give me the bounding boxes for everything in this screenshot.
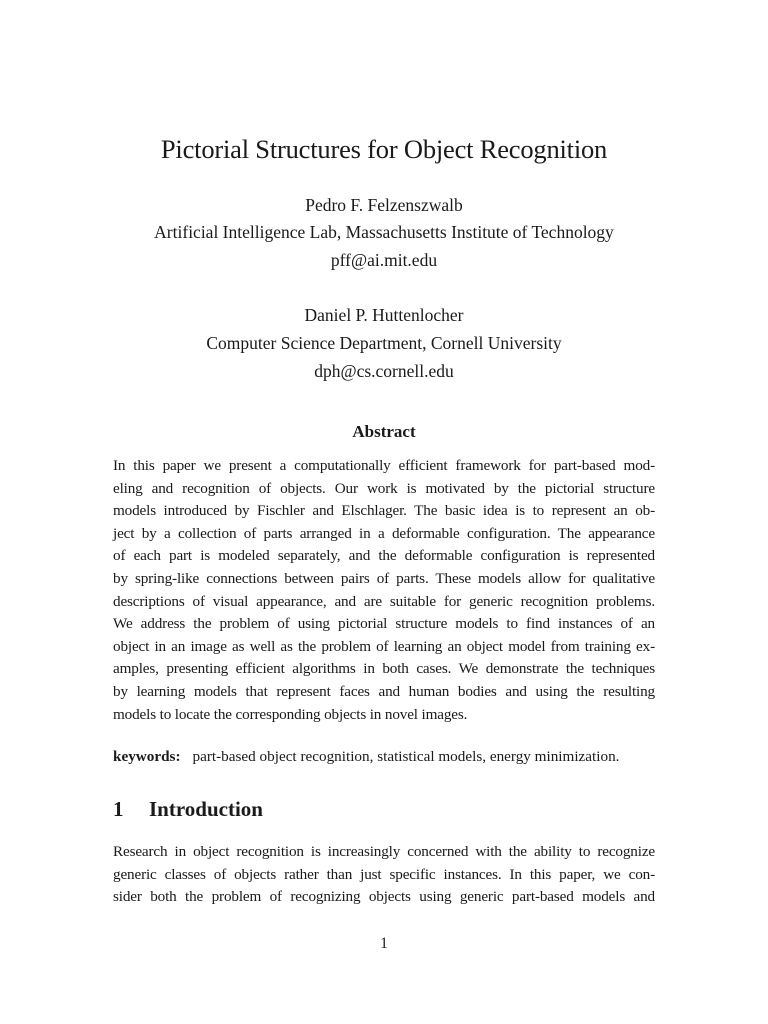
abstract-line: by learning models that represent faces and human bodies and using the resulting	[113, 682, 655, 700]
abstract-line: amples, presenting efficient algorithms in both cases. We demonstrate the techniques	[113, 660, 655, 678]
section-heading	[113, 797, 263, 822]
author-1-email: pff@ai.mit.edu	[330, 250, 438, 270]
abstract-line: by spring-like connections between pairs of parts. These models allow for qualitative	[113, 569, 655, 587]
introduction-line: Research in object recognition is increasingly concerned with the ability to recognize	[113, 843, 655, 860]
abstract-line: In this paper we present a computationally efficient framework for part-based mod-	[113, 457, 655, 474]
section-title: Introduction	[149, 797, 263, 821]
abstract-heading: Abstract	[352, 422, 416, 441]
introduction-line: sider both the problem of recognizing objects using generic part-based models and	[113, 888, 655, 906]
author-2-email: dph@cs.cornell.edu	[314, 361, 454, 381]
keywords-label: keywords:	[113, 748, 181, 765]
abstract-line: models introduced by Fischler and Elschlager. The basic idea is to represent an ob-	[113, 502, 655, 520]
introduction-body	[113, 841, 655, 909]
abstract-line: of each part is modeled separately, and the deformable configuration is represented	[113, 547, 655, 565]
page-number: 1	[380, 935, 388, 952]
abstract-line: ject by a collection of parts arranged in a deformable configuration. The appearance	[113, 524, 655, 542]
section-number: 1	[113, 797, 124, 821]
paper-title: Pictorial Structures for Object Recognition	[160, 134, 608, 164]
author-2-affiliation: Computer Science Department, Cornell University	[206, 333, 562, 353]
introduction-line: generic classes of objects rather than just specific instances. In this paper, we con-	[113, 865, 655, 883]
author-1-affiliation: Artificial Intelligence Lab, Massachusetts Institute of Technology	[154, 222, 614, 242]
abstract-line: object in an image as well as the problem of learning an object model from training ex-	[113, 637, 655, 655]
abstract-body	[113, 455, 655, 726]
abstract-line: descriptions of visual appearance, and are suitable for generic recognition problems.	[113, 592, 655, 610]
keywords-text: part-based object recognition, statistical models, energy minimization.	[192, 748, 620, 765]
author-1-name: Pedro F. Felzenszwalb	[305, 195, 463, 215]
abstract-line: eling and recognition of objects. Our work is motivated by the pictorial structure	[113, 479, 655, 497]
keywords	[113, 746, 658, 768]
author-2-name: Daniel P. Huttenlocher	[304, 305, 464, 325]
abstract-line: models to locate the corresponding objects in novel images.	[113, 705, 468, 723]
abstract-line: We address the problem of using pictorial structure models to find instances of an	[113, 615, 655, 633]
